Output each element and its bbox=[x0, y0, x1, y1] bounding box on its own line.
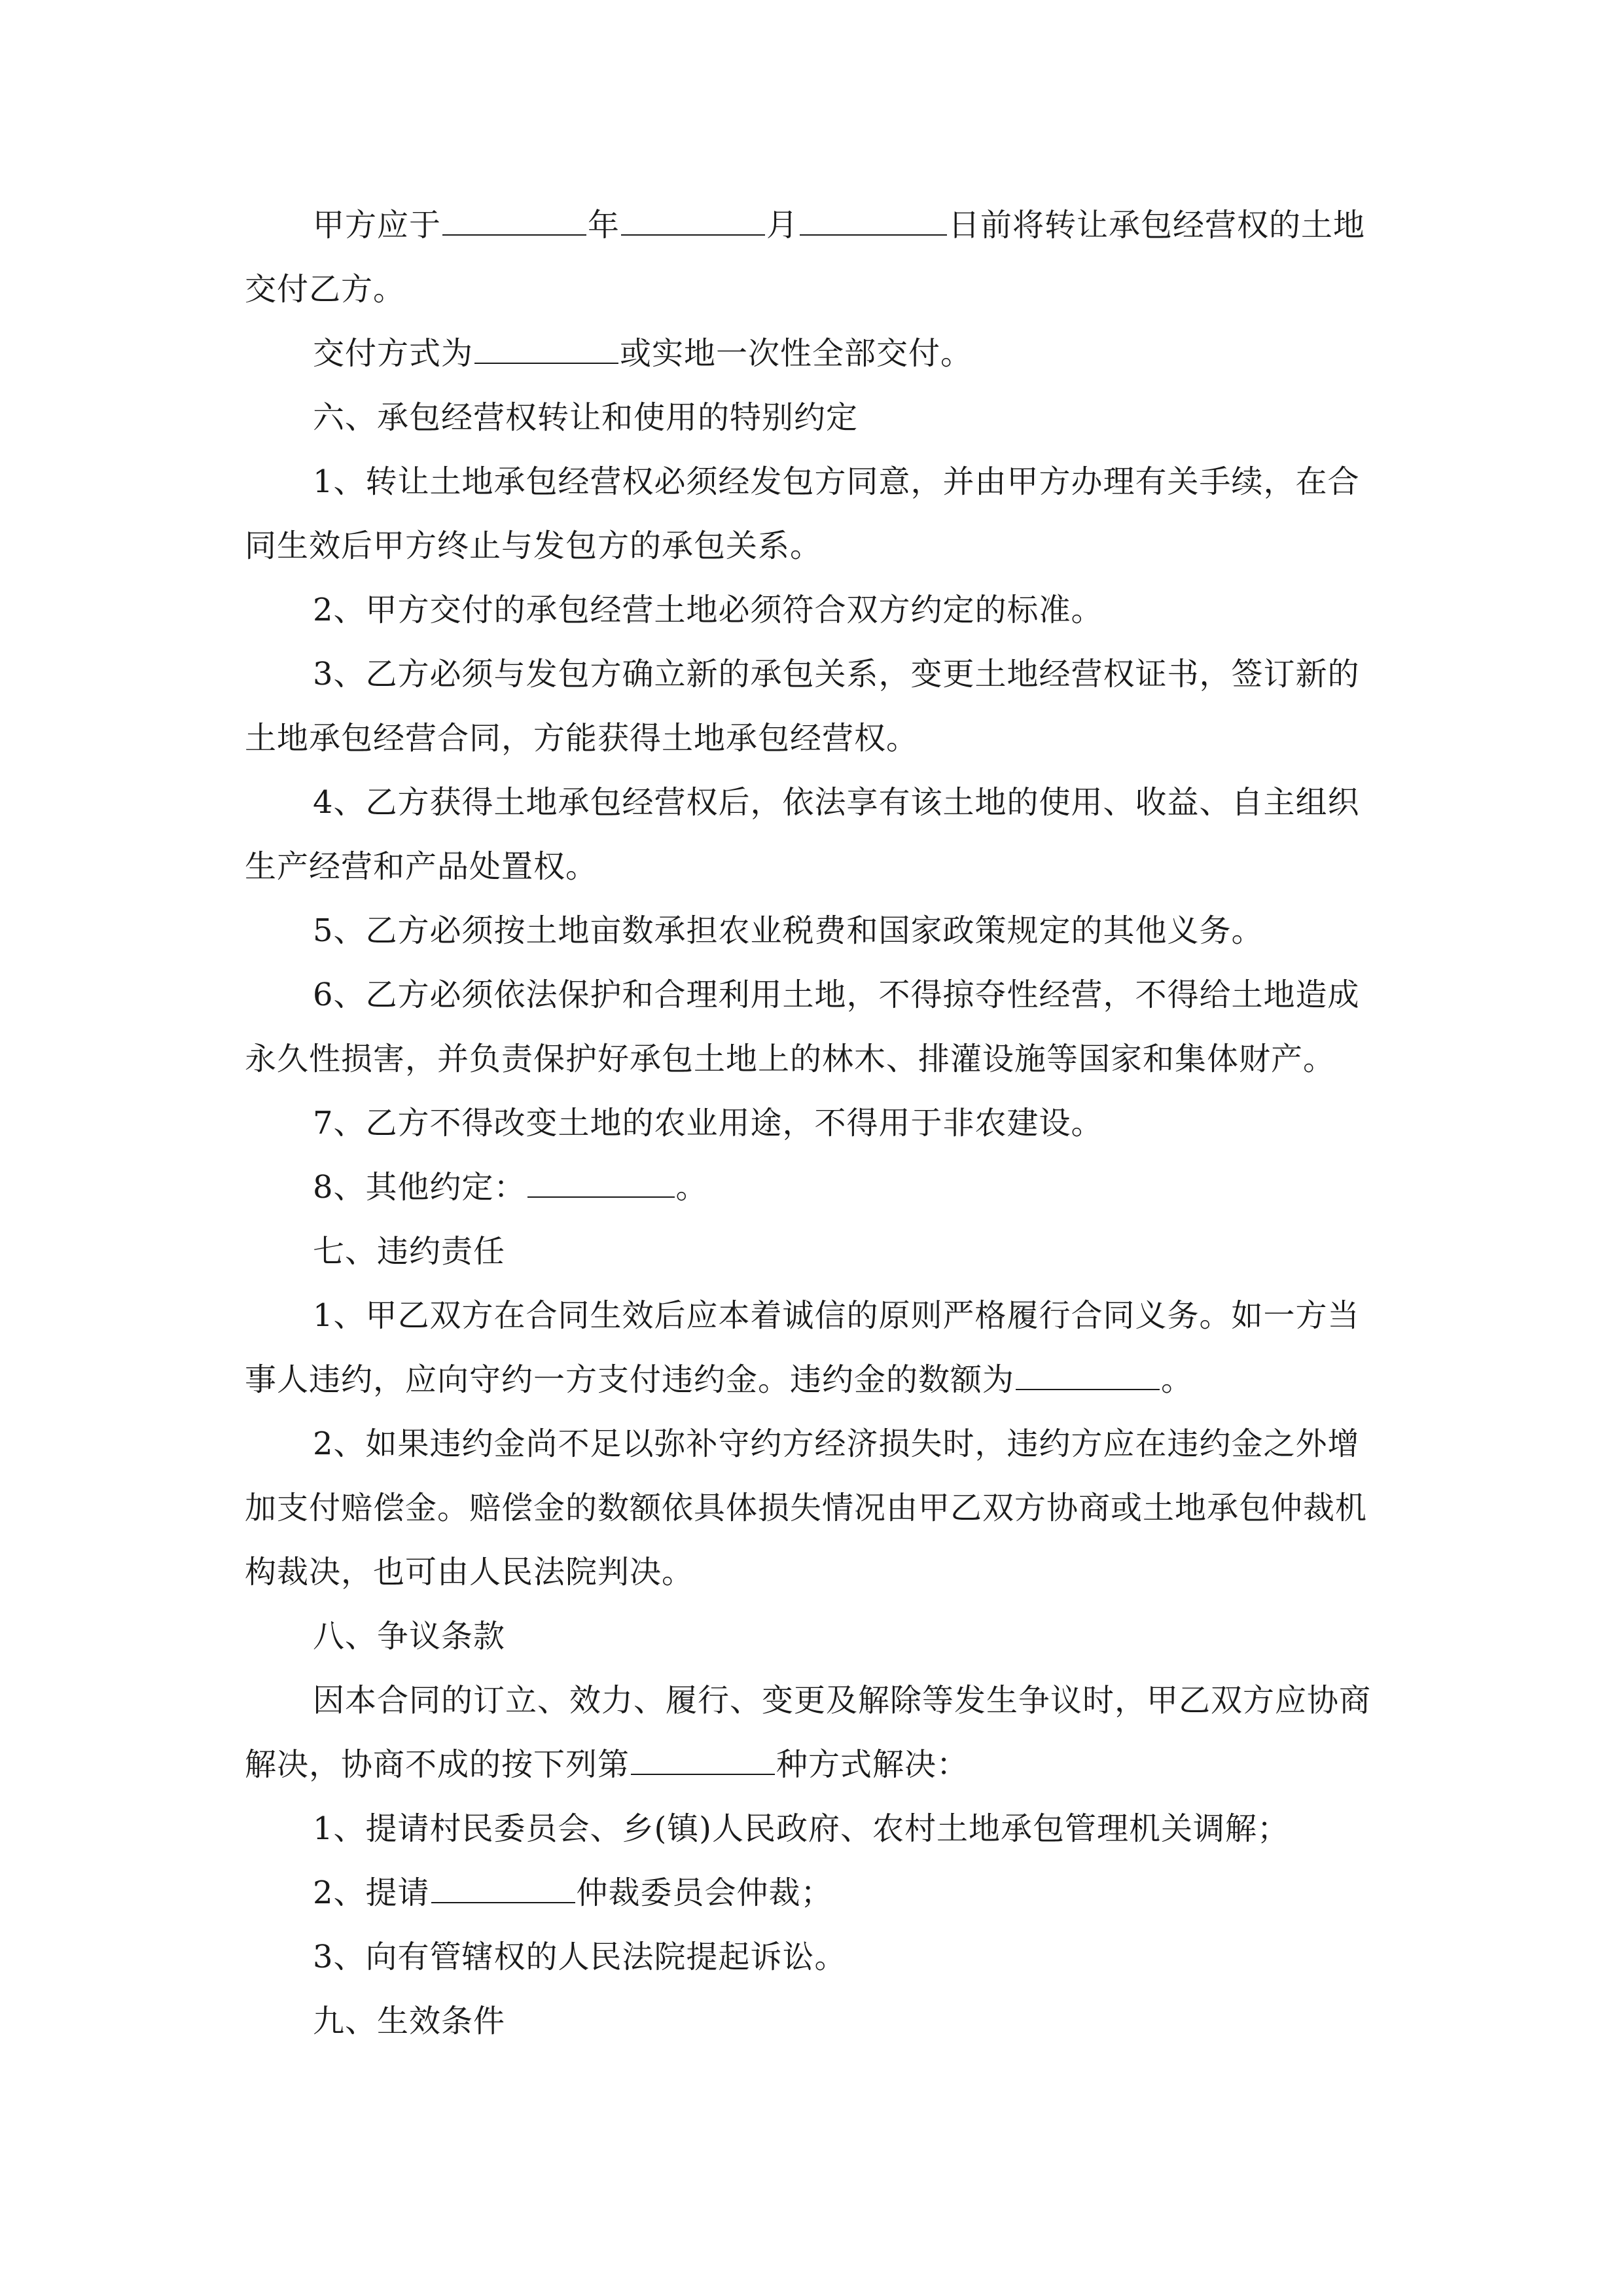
text: 日前将转让承包经营权的土地 bbox=[948, 207, 1366, 243]
clause-7-1-cont bbox=[245, 1348, 1381, 1412]
clause-7-2: 2、如果违约金尚不足以弥补守约方经济损失时，违约方应在违约金之外增 bbox=[313, 1426, 1360, 1462]
clause-6-3: 3、乙方必须与发包方确立新的承包关系，变更土地经营权证书，签订新的 bbox=[313, 656, 1360, 692]
dispute-paragraph-cont bbox=[245, 1732, 1381, 1797]
clause-6-8 bbox=[245, 1155, 1381, 1219]
other-agreement-blank[interactable] bbox=[527, 1170, 675, 1198]
text: 8、其他约定： bbox=[313, 1169, 526, 1206]
section-heading-8: 八、争议条款 bbox=[313, 1618, 506, 1655]
clause-6-3-cont: 土地承包经营合同，方能获得土地承包经营权。 bbox=[245, 720, 919, 757]
text: 交付方式为 bbox=[313, 335, 474, 372]
text: 。 bbox=[675, 1169, 708, 1206]
paragraph-line: 交付乙方。 bbox=[245, 271, 406, 308]
dispute-option-2 bbox=[245, 1861, 1381, 1925]
resolution-method-blank[interactable] bbox=[631, 1748, 775, 1775]
dispute-paragraph: 因本合同的订立、效力、履行、变更及解除等发生争议时，甲乙双方应协商 bbox=[313, 1682, 1372, 1719]
text: 解决，协商不成的按下列第 bbox=[245, 1746, 630, 1783]
day-blank[interactable] bbox=[800, 208, 947, 236]
month-blank[interactable] bbox=[621, 208, 765, 236]
dispute-option-1: 1、提请村民委员会、乡(镇)人民政府、农村土地承包管理机关调解； bbox=[313, 1810, 1289, 1847]
section-heading-7: 七、违约责任 bbox=[313, 1233, 506, 1270]
document-page bbox=[245, 193, 1381, 2053]
section-heading-6: 六、承包经营权转让和使用的特别约定 bbox=[313, 399, 859, 436]
delivery-date-line bbox=[245, 193, 1381, 257]
text: 。 bbox=[1161, 1361, 1194, 1398]
clause-6-5: 5、乙方必须按土地亩数承担农业税费和国家政策规定的其他义务。 bbox=[313, 912, 1264, 949]
dispute-option-3: 3、向有管辖权的人民法院提起诉讼。 bbox=[313, 1939, 847, 1975]
clause-6-6-cont: 永久性损害，并负责保护好承包土地上的林木、排灌设施等国家和集体财产。 bbox=[245, 1041, 1336, 1077]
arbitration-committee-blank[interactable] bbox=[431, 1876, 575, 1903]
clause-6-6: 6、乙方必须依法保护和合理利用土地，不得掠夺性经营，不得给土地造成 bbox=[313, 977, 1360, 1013]
clause-7-1: 1、甲乙双方在合同生效后应本着诚信的原则严格履行合同义务。如一方当 bbox=[313, 1297, 1360, 1334]
text: 甲方应于 bbox=[313, 207, 442, 243]
text: 种方式解决： bbox=[776, 1746, 969, 1783]
text: 月 bbox=[766, 207, 799, 243]
clause-6-1: 1、转让土地承包经营权必须经发包方同意，并由甲方办理有关手续，在合 bbox=[313, 463, 1360, 500]
clause-6-4: 4、乙方获得土地承包经营权后，依法享有该土地的使用、收益、自主组织 bbox=[313, 784, 1360, 821]
text: 或实地一次性全部交付。 bbox=[620, 335, 973, 372]
section-heading-9: 九、生效条件 bbox=[313, 2003, 506, 2039]
delivery-method-line bbox=[245, 321, 1381, 386]
clause-6-2: 2、甲方交付的承包经营土地必须符合双方约定的标准。 bbox=[313, 592, 1103, 628]
year-blank[interactable] bbox=[442, 208, 586, 236]
clause-6-7: 7、乙方不得改变土地的农业用途，不得用于非农建设。 bbox=[313, 1105, 1103, 1141]
clause-6-1-cont: 同生效后甲方终止与发包方的承包关系。 bbox=[245, 528, 823, 564]
text: 事人违约，应向守约一方支付违约金。违约金的数额为 bbox=[245, 1361, 1015, 1398]
text: 年 bbox=[588, 207, 620, 243]
penalty-amount-blank[interactable] bbox=[1016, 1363, 1160, 1390]
text: 仲裁委员会仲裁； bbox=[576, 1874, 833, 1911]
delivery-method-blank[interactable] bbox=[474, 336, 618, 364]
clause-7-2-cont: 加支付赔偿金。赔偿金的数额依具体损失情况由甲乙双方协商或土地承包仲裁机 bbox=[245, 1490, 1368, 1526]
clause-7-2-cont: 构裁决，也可由人民法院判决。 bbox=[245, 1554, 694, 1590]
text: 2、提请 bbox=[313, 1874, 430, 1911]
clause-6-4-cont: 生产经营和产品处置权。 bbox=[245, 848, 598, 885]
